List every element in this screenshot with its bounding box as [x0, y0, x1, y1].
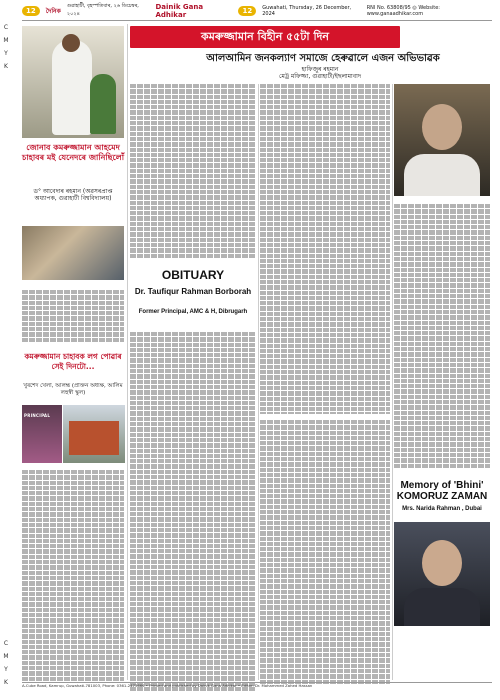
memory-article-author: Mrs. Narida Rahman , Dubai [402, 506, 482, 512]
photo-coat [404, 588, 480, 626]
header-date-english: Guwahati, Thursday, 26 December, 2024 [262, 5, 352, 17]
photo-face [422, 104, 462, 150]
header-date-assamese: গুৱাহাটী, বৃহস্পতিবাৰ, ২৬ ডিচেম্বৰ, ২০২৪ [66, 3, 139, 17]
obituary-title: OBITUARY [161, 268, 225, 282]
photo-komoruz-zaman-portrait [394, 522, 490, 626]
photo-building-shape [69, 421, 119, 455]
left-article-1-byline: ড° আবেদাৰ ৰহমান (অৱসৰপ্ৰাপ্ত অধ্যাপক, গুৱাহাটী বিশ্ববিদ্যালয়) [33, 188, 113, 202]
main-article-body-col-1 [130, 84, 256, 262]
photo-shirt [404, 154, 480, 196]
page-number-badge-right: 12 [238, 6, 256, 16]
photo-figure-woman [90, 74, 116, 134]
byline-location: মেট্ৰ মফিজ্জা, গুৱাহাটী/ইছলামাবাদ [279, 73, 361, 80]
photo-group [22, 226, 124, 280]
principal-label: PRINCIPAL [24, 413, 51, 418]
left-article-1-body [22, 290, 124, 346]
masthead-assamese: দৈনিক [45, 7, 61, 15]
cmyk-mark-m: M [3, 37, 9, 44]
header-rule [22, 20, 492, 21]
header-rni-website: RNI No. 63808/95 ◎ Website: www.ganaadhikar.com [366, 5, 440, 17]
main-article-body-col-2 [260, 84, 390, 414]
byline-author: হাফিজুৰ ৰহমান [301, 66, 339, 73]
column-divider-3 [392, 84, 393, 680]
main-headline: আলআমিন জনকল্যাণ সমাজে হেৰুৱালে এজন অভিভাৱক [206, 53, 440, 64]
obituary-author-role: Former Principal, AMC & H, Dibrugarh [138, 309, 248, 315]
memory-article-title: Memory of 'Bhini' KOMORUZ ZAMAN [396, 480, 488, 502]
left-article-2-headline: কমৰুজ্জামান চাহাবক লগ পোৱাৰ সেই দিনটো... [24, 352, 122, 371]
page-banner-headline: কমৰুজ্জামান বিহীন ৫৫টা দিন [130, 26, 400, 48]
main-byline [240, 66, 400, 80]
obituary-author-name: Dr. Taufiqur Rahman Borborah [134, 287, 252, 296]
cmyk-mark-c2: C [3, 640, 9, 647]
cmyk-mark-k: K [4, 63, 8, 70]
tribute-article-body [260, 420, 390, 690]
left-article-2-body [22, 470, 124, 692]
photo-figure-head [62, 34, 80, 52]
cmyk-registration-marks-bottom [2, 640, 10, 686]
cmyk-mark-y: Y [4, 50, 8, 57]
left-article-1-headline: জোনাব কমৰুজ্জামান আহমেদ চাহাবৰ মই যেনেদৰে জানিছিলোঁ [22, 143, 125, 162]
cmyk-mark-k2: K [4, 679, 8, 686]
right-article-body [394, 204, 490, 474]
photo-face-2 [422, 540, 462, 586]
left-article-2-byline: খুৰশেদ খেলা, আলহ্ম (প্ৰাক্তন অধ্যক্ষ, আলিম লহুস্বী স্কুল) [23, 383, 123, 396]
cmyk-registration-marks [2, 24, 10, 70]
photo-couple-portrait [22, 26, 124, 138]
column-divider-2 [258, 84, 259, 680]
photo-school-building [63, 405, 125, 463]
cmyk-mark-c: C [3, 24, 9, 31]
photo-figure-man [52, 40, 92, 135]
column-divider-1 [127, 24, 128, 680]
page-number-badge: 12 [22, 6, 40, 16]
masthead-english: Dainik Gana Adhikar [155, 3, 204, 19]
cmyk-mark-y2: Y [4, 666, 8, 673]
obituary-body [130, 332, 256, 692]
cmyk-mark-m2: M [3, 653, 9, 660]
page-footer: A-Cube Road, Kamrup, Guwahati-781003, Phone: 0361-2473666 • Printed and published by Dainik Gana Adhikar • Editor: Dr. Mohammed Zahed Hassan [22, 682, 492, 696]
photo-man-portrait [394, 84, 490, 196]
page-header [22, 4, 492, 18]
